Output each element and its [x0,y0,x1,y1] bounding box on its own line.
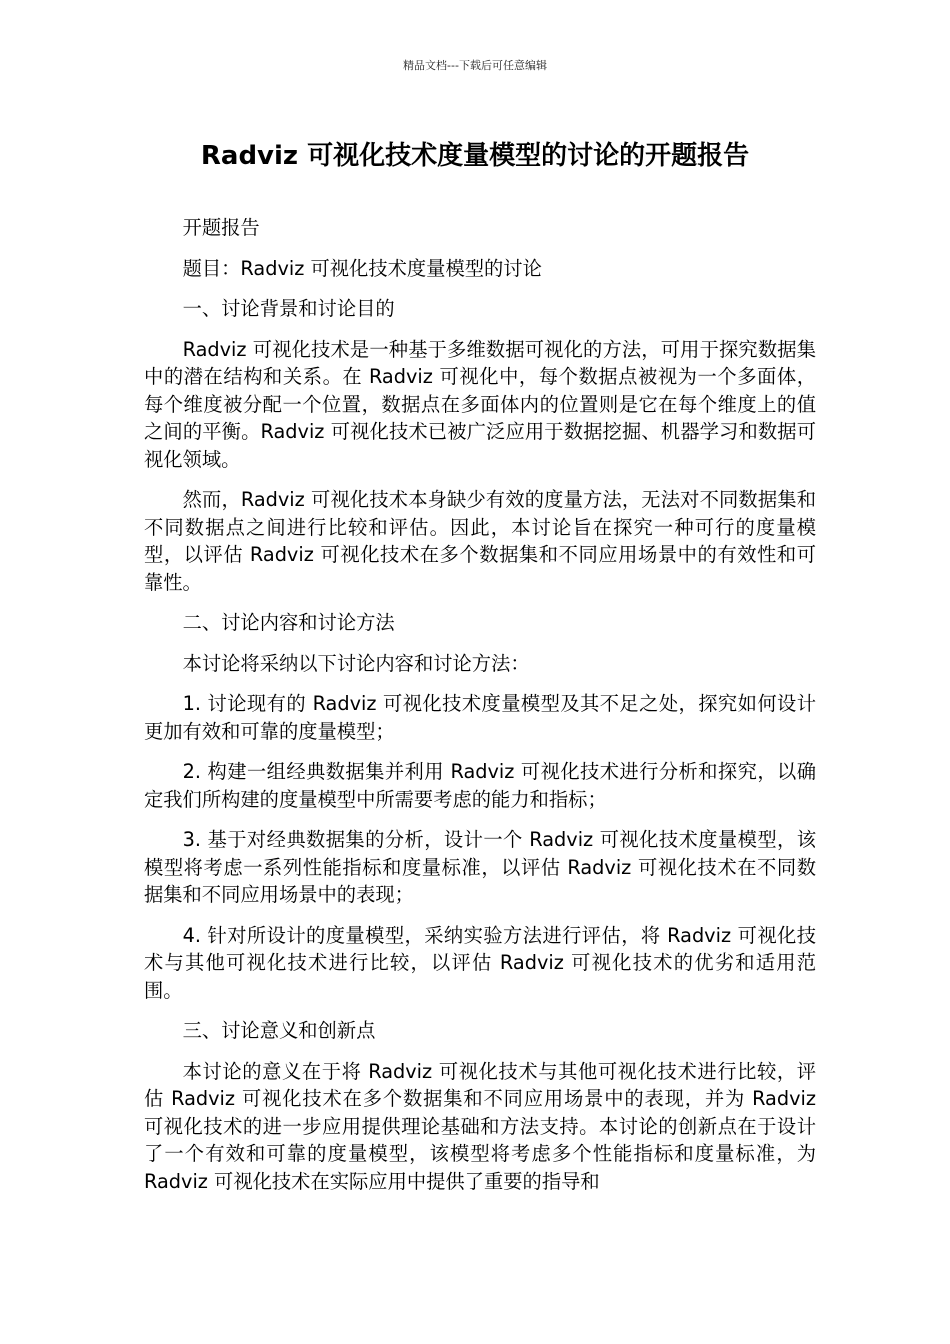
page-header-note: 精品文档---下载后可任意编辑 [403,59,547,72]
document-body [144,214,816,1208]
paragraph-significance: 本讨论的意义在于将 Radviz 可视化技术与其他可视化技术进行比较，评估 Radviz 可视化技术在多个数据集和不同应用场景中的表现，并为 Radviz 可视化技术的进一步应用提供理论基础和方法支持。本讨论的创新点在于设计了一个有效和可靠的度量模型，该模型将考虑多个性能指标和度量标准，为 Radviz 可视化技术在实际应用中提供了重要的指导和 [144,1059,816,1193]
section-heading-methods: 二、讨论内容和讨论方法 [182,611,395,634]
paragraph-topic: 题目：Radviz 可视化技术度量模型的讨论 [182,256,542,280]
paragraph-background: Radviz 可视化技术是一种基于多维数据可视化的方法，可用于探究数据集中的潜在结构和关系。在 Radviz 可视化中，每个数据点被视为一个多面体，每个维度被分配一个位置，数据点在多面体内的位置则是它在每个维度上的值之间的平衡。Radviz 可视化技术已被广泛应用于数据挖掘、机器学习和数据可视化领域。 [144,337,816,471]
paragraph-report-label: 开题报告 [182,216,260,239]
paragraph-purpose: 然而，Radviz 可视化技术本身缺少有效的度量方法，无法对不同数据集和不同数据点之间进行比较和评估。因此，本讨论旨在探究一种可行的度量模型，以评估 Radviz 可视化技术在多个数据集和不同应用场景中的有效性和可靠性。 [144,488,816,594]
paragraph-methods-intro: 本讨论将采纳以下讨论内容和讨论方法： [182,651,530,675]
list-item-method-1: 1. 讨论现有的 Radviz 可视化技术度量模型及其不足之处，探究如何设计更加有效和可靠的度量模型； [144,692,816,743]
list-item-method-4: 4. 针对所设计的度量模型，采纳实验方法进行评估，将 Radviz 可视化技术与其他可视化技术进行比较，以评估 Radviz 可视化技术的优劣和适用范围。 [144,923,816,1002]
document-title: Radviz 可视化技术度量模型的讨论的开题报告 [200,141,750,171]
section-heading-background: 一、讨论背景和讨论目的 [182,297,395,320]
section-heading-significance: 三、讨论意义和创新点 [182,1019,376,1042]
list-item-method-2: 2. 构建一组经典数据集并利用 Radviz 可视化技术进行分析和探究，以确定我们所构建的度量模型中所需要考虑的能力和指标； [144,760,816,811]
list-item-method-3: 3. 基于对经典数据集的分析，设计一个 Radviz 可视化技术度量模型，该模型将考虑一系列性能指标和度量标准，以评估 Radviz 可视化技术在不同数据集和不同应用场景中的表现； [144,828,816,906]
